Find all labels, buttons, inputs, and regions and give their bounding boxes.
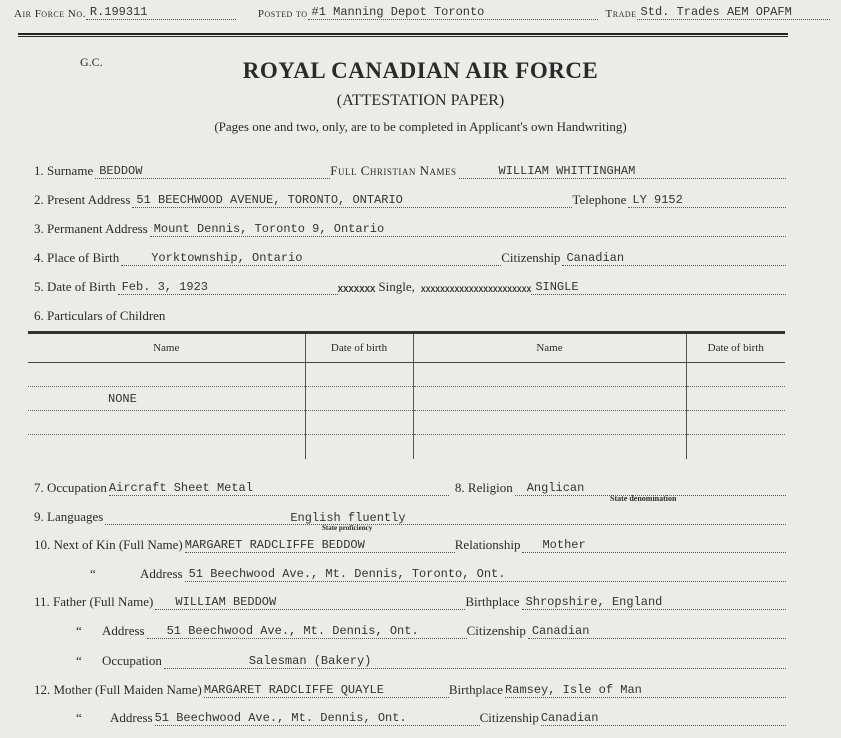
label: Address	[110, 710, 153, 725]
father-occupation-value: Salesman (Bakery)	[164, 655, 786, 669]
mother-address-value: 51 Beechwood Ave., Mt. Dennis, Ont.	[155, 712, 480, 726]
struck-text: XXXXXXX	[337, 285, 376, 295]
nok-address-value: 51 Beechwood Ave., Mt. Dennis, Toronto, Ont.	[185, 568, 786, 582]
air-force-no-label: Air Force No.	[14, 8, 86, 20]
row-children	[34, 306, 786, 324]
row-father	[34, 592, 786, 610]
table-row	[28, 411, 785, 435]
row-surname	[34, 161, 786, 179]
row-father-address	[76, 621, 786, 639]
label: Address	[140, 566, 183, 581]
label: Telephone	[572, 192, 627, 207]
telephone-value: LY 9152	[628, 194, 786, 208]
ditto-mark: “	[90, 566, 96, 581]
father-citizenship-value: Canadian	[528, 625, 786, 639]
label: 9. Languages	[34, 509, 104, 524]
religion-value: Anglican	[515, 482, 786, 496]
label: 6. Particulars of Children	[34, 308, 166, 323]
dob-value: Feb. 3, 1923	[118, 281, 338, 295]
label: 5. Date of Birth	[34, 279, 116, 294]
row-mother-address	[76, 708, 786, 726]
page-subtitle: (ATTESTATION PAPER)	[336, 92, 505, 109]
father-address-value: 51 Beechwood Ave., Mt. Dennis, Ont.	[147, 625, 467, 639]
row-permanent	[34, 219, 786, 237]
label: 3. Permanent Address	[34, 221, 148, 236]
permanent-address-value: Mount Dennis, Toronto 9, Ontario	[150, 223, 786, 237]
col-header: Name	[28, 333, 305, 363]
label: 11. Father (Full Name)	[34, 594, 154, 609]
relationship-value: Mother	[522, 539, 786, 553]
page-title: ROYAL CANADIAN AIR FORCE	[242, 58, 599, 83]
christian-names-value: WILLIAM WHITTINGHAM	[459, 165, 786, 179]
row-nok-address	[90, 564, 786, 582]
mother-birthplace-value: Ramsey, Isle of Man	[505, 684, 786, 698]
label: Birthplace	[448, 682, 504, 697]
trade-label: Trade	[605, 8, 637, 20]
label: Full Christian Names	[330, 163, 457, 178]
row-next-of-kin	[34, 535, 786, 553]
row-birthplace	[34, 248, 786, 266]
label: Single,	[378, 279, 415, 294]
table-row	[28, 363, 785, 387]
mother-citizenship-value: Canadian	[541, 712, 786, 726]
label: 4. Place of Birth	[34, 250, 120, 265]
table-row	[28, 435, 785, 459]
mother-value: MARGARET RADCLIFFE QUAYLE	[204, 684, 449, 698]
languages-value: English fluently	[105, 511, 786, 525]
label: Occupation	[102, 653, 162, 668]
air-force-no: R.199311	[86, 6, 236, 20]
label: 10. Next of Kin (Full Name)	[34, 537, 183, 552]
label: Relationship	[454, 537, 521, 552]
religion-note: State denomination	[610, 494, 677, 503]
label: 8. Religion	[454, 480, 513, 495]
row-dob	[34, 277, 786, 295]
ditto-mark: “	[76, 653, 82, 668]
ditto-mark: “	[76, 623, 82, 638]
father-value: WILLIAM BEDDOW	[155, 596, 465, 610]
row-father-occupation	[76, 651, 786, 669]
marital-status-value: SINGLE	[531, 281, 786, 295]
ditto-mark: “	[76, 710, 82, 725]
row-languages	[34, 507, 786, 525]
struck-text: XXXXXXXXXXXXXXXXXXXXXXX	[420, 286, 532, 295]
header-line	[14, 6, 830, 20]
languages-note: State proficiency	[322, 524, 373, 532]
table-row	[28, 387, 785, 411]
label: 1. Surname	[34, 163, 94, 178]
header-rule	[18, 33, 788, 37]
citizenship-value: Canadian	[562, 252, 786, 266]
col-header: Date of birth	[686, 333, 785, 363]
label: 7. Occupation	[34, 480, 107, 495]
label: Address	[102, 623, 145, 638]
row-mother	[34, 680, 786, 698]
instruction: (Pages one and two, only, are to be completed in Applicant's own Handwriting)	[214, 119, 627, 134]
trade: Std. Trades AEM OPAFM	[637, 6, 830, 20]
label: Citizenship	[466, 623, 526, 638]
row-address	[34, 190, 786, 208]
label: Birthplace	[465, 594, 520, 609]
posted-to: #1 Manning Depot Toronto	[308, 6, 598, 20]
label: Citizenship	[479, 710, 539, 725]
label: 2. Present Address	[34, 192, 131, 207]
label: Citizenship	[501, 250, 561, 265]
birthplace-value: Yorktownship, Ontario	[121, 252, 501, 266]
posted-to-label: Posted to	[257, 8, 308, 20]
gc-mark: G.C.	[80, 55, 103, 69]
father-birthplace-value: Shropshire, England	[522, 596, 786, 610]
none-entry: NONE	[28, 387, 305, 411]
surname-value: BEDDOW	[95, 165, 330, 179]
occupation-value: Aircraft Sheet Metal	[109, 482, 449, 496]
children-table	[28, 331, 785, 459]
label: 12. Mother (Full Maiden Name)	[34, 682, 202, 697]
col-header: Date of birth	[305, 333, 413, 363]
next-of-kin-value: MARGARET RADCLIFFE BEDDOW	[185, 539, 455, 553]
col-header: Name	[413, 333, 686, 363]
address-value: 51 BEECHWOOD AVENUE, TORONTO, ONTARIO	[132, 194, 572, 208]
